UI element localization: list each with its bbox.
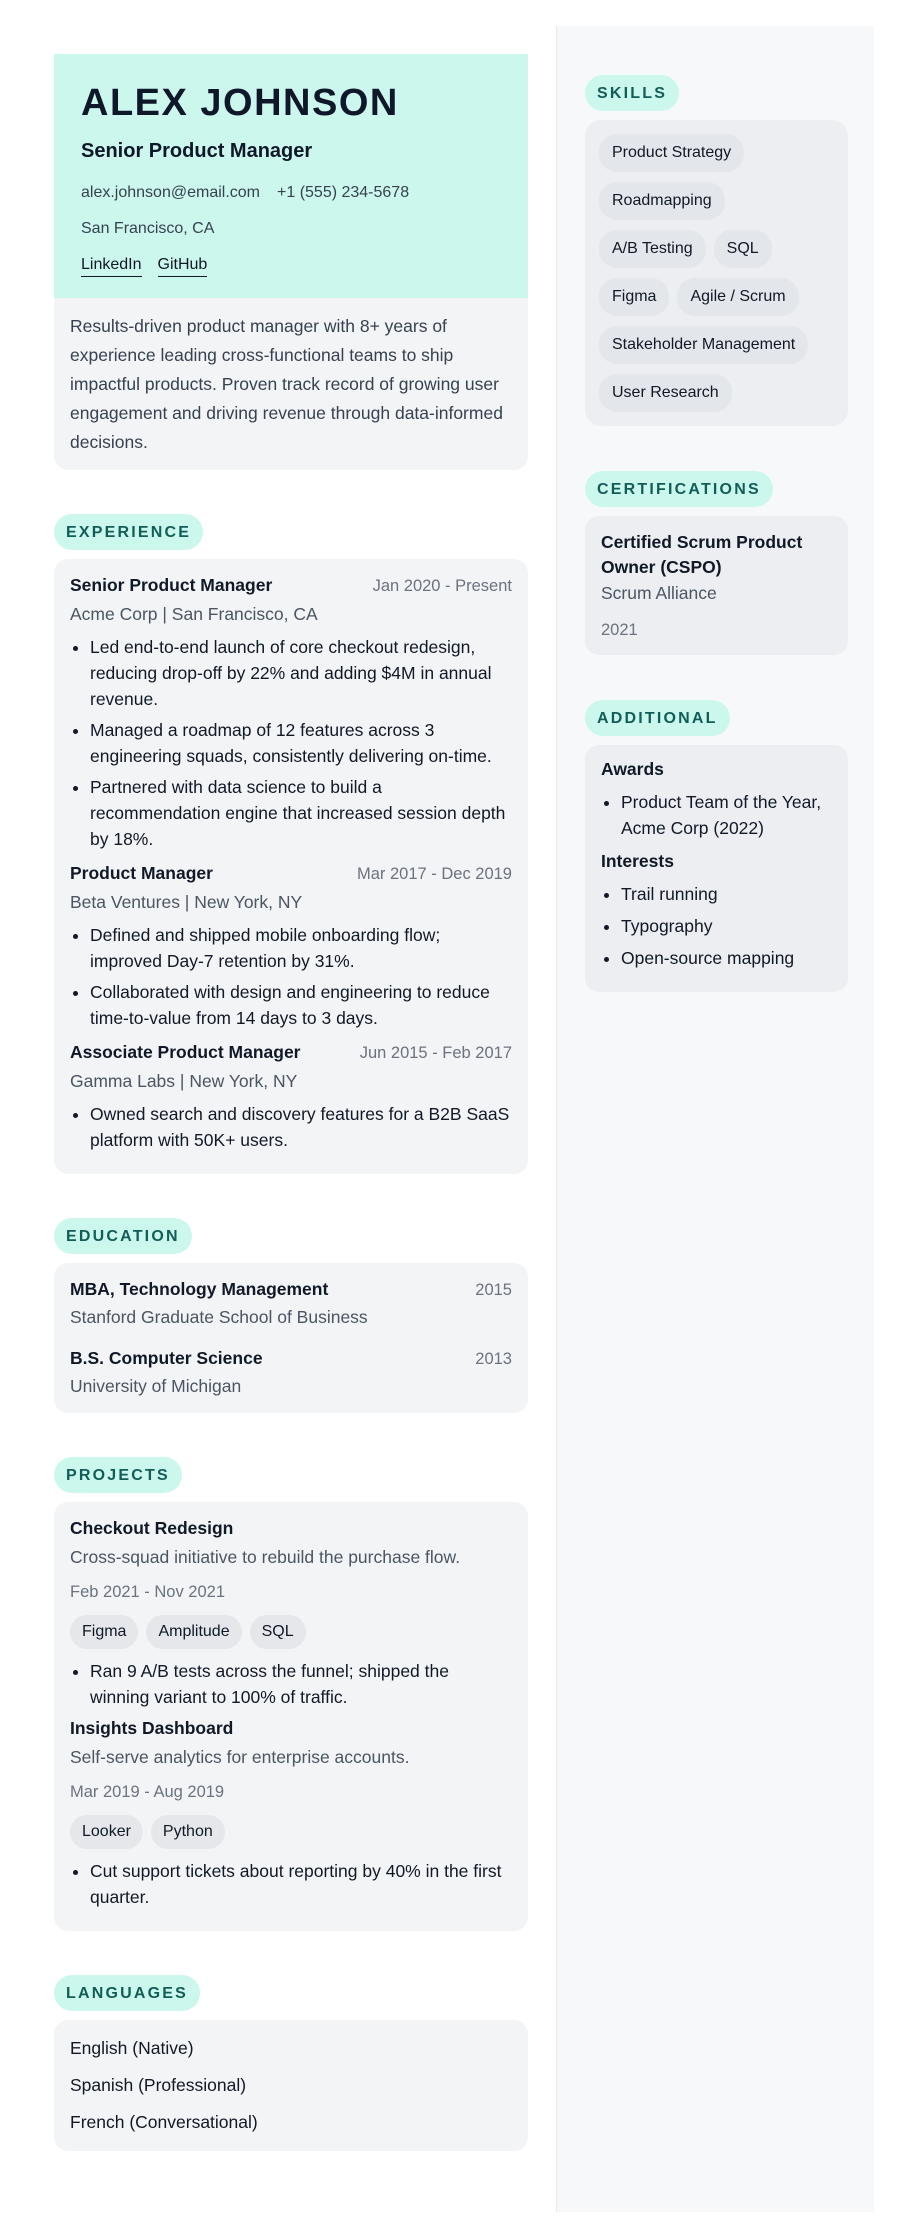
project-dates: Feb 2021 - Nov 2021 (70, 1583, 226, 1601)
skill-tags (599, 134, 834, 412)
interest-item: • Open-source mapping (621, 945, 832, 971)
email-text[interactable]: alex.johnson@email.com (81, 184, 260, 201)
skills-section (585, 75, 848, 426)
contact-row (81, 184, 501, 202)
education-heading: EDUCATION (54, 1218, 192, 1254)
job-title: Product Manager (70, 863, 213, 883)
education-section (54, 1218, 528, 1413)
project-item (70, 1518, 512, 1710)
certification-name: Certified Scrum Product Owner (CSPO) (601, 532, 803, 577)
summary-card (54, 298, 528, 470)
job-item (70, 575, 512, 852)
candidate-name: ALEX JOHNSON (81, 82, 399, 124)
skill-tag: SQL (714, 230, 772, 268)
additional-section (585, 700, 848, 992)
skill-tag: User Research (599, 374, 732, 412)
job-bullets (70, 922, 512, 1031)
project-name: Insights Dashboard (70, 1718, 234, 1738)
job-title: Senior Product Manager (70, 575, 273, 595)
experience-heading: EXPERIENCE (54, 514, 203, 550)
project-tag: Looker (70, 1815, 143, 1849)
project-bullet: • Ran 9 A/B tests across the funnel; shipped the winning variant to 100% of traffic. (90, 1658, 512, 1710)
languages-card (54, 2020, 528, 2151)
project-description: Self-serve analytics for enterprise accounts. (70, 1747, 410, 1767)
skill-tag: Agile / Scrum (677, 278, 798, 316)
interests-block (601, 851, 832, 971)
project-tags (70, 1815, 512, 1849)
certifications-heading: CERTIFICATIONS (585, 471, 773, 507)
job-bullet: • Led end-to-end launch of core checkout redesign, reducing drop-off by 22% and adding $4M in annual revenue. (90, 634, 512, 712)
project-name: Checkout Redesign (70, 1518, 234, 1538)
linkedin-link[interactable]: LinkedIn (81, 256, 142, 277)
profile-links (81, 256, 501, 277)
resume-header (54, 54, 528, 298)
projects-heading: PROJECTS (54, 1457, 182, 1493)
sidebar-column (585, 75, 848, 992)
job-title: Associate Product Manager (70, 1042, 301, 1062)
skills-card (585, 120, 848, 426)
skills-heading: SKILLS (585, 75, 679, 111)
job-bullets (70, 1101, 512, 1153)
school-name: University of Michigan (70, 1376, 242, 1396)
projects-card (54, 1502, 528, 1931)
certification-card (585, 516, 848, 655)
job-company: Gamma Labs | New York, NY (70, 1071, 298, 1091)
job-dates: Jan 2020 - Present (372, 577, 512, 595)
interest-item: • Trail running (621, 881, 832, 907)
job-company: Acme Corp | San Francisco, CA (70, 604, 318, 624)
certifications-section (585, 471, 848, 655)
skill-tag: Product Strategy (599, 134, 744, 172)
summary-text: Results-driven product manager with 8+ years of experience leading cross-functional teams to ship impactful products. Proven track record of growing user engagement and driving revenue through data-informed decisions. (70, 316, 503, 452)
job-bullet: • Partnered with data science to build a recommendation engine that increased session depth by 18%. (90, 774, 512, 852)
project-tag: Python (151, 1815, 225, 1849)
job-bullet: • Collaborated with design and engineering to reduce time-to-value from 14 days to 3 days. (90, 979, 512, 1031)
project-bullets (70, 1858, 512, 1910)
github-link[interactable]: GitHub (158, 256, 208, 277)
project-tag: SQL (250, 1615, 306, 1649)
interests-heading: Interests (601, 851, 674, 871)
job-item (70, 863, 512, 1031)
job-bullet: • Managed a roadmap of 12 features across 3 engineering squads, consistently delivering on-time. (90, 717, 512, 769)
degree-title: MBA, Technology Management (70, 1279, 329, 1299)
skill-tag: Roadmapping (599, 182, 725, 220)
project-description: Cross-squad initiative to rebuild the purchase flow. (70, 1547, 461, 1567)
phone-text[interactable]: +1 (555) 234-5678 (277, 184, 410, 201)
education-card (54, 1263, 528, 1413)
education-item (70, 1348, 512, 1397)
project-item (70, 1718, 512, 1910)
degree-year: 2015 (475, 1281, 512, 1299)
project-bullet: • Cut support tickets about reporting by 40% in the first quarter. (90, 1858, 512, 1910)
project-bullets (70, 1658, 512, 1710)
awards-heading: Awards (601, 759, 664, 779)
additional-heading: ADDITIONAL (585, 700, 730, 736)
education-item (70, 1279, 512, 1328)
main-column (54, 54, 528, 2151)
job-bullets (70, 634, 512, 852)
job-dates: Mar 2017 - Dec 2019 (356, 865, 512, 883)
degree-title: B.S. Computer Science (70, 1348, 263, 1368)
experience-section (54, 514, 528, 1174)
interests-list (601, 881, 832, 971)
school-name: Stanford Graduate School of Business (70, 1307, 368, 1327)
job-dates: Jun 2015 - Feb 2017 (359, 1044, 512, 1062)
degree-year: 2013 (475, 1350, 512, 1368)
awards-list (601, 789, 832, 841)
location-text: San Francisco, CA (81, 220, 215, 237)
languages-heading: LANGUAGES (54, 1975, 200, 2011)
skill-tag: Figma (599, 278, 669, 316)
project-tag: Amplitude (146, 1615, 241, 1649)
award-item: • Product Team of the Year, Acme Corp (2022) (621, 789, 832, 841)
job-bullet: • Defined and shipped mobile onboarding flow; improved Day-7 retention by 31%. (90, 922, 512, 974)
job-bullet: • Owned search and discovery features for a B2B SaaS platform with 50K+ users. (90, 1101, 512, 1153)
certification-year: 2021 (601, 621, 638, 639)
interest-item: • Typography (621, 913, 832, 939)
additional-card (585, 745, 848, 992)
languages-section (54, 1975, 528, 2151)
skill-tag: Stakeholder Management (599, 326, 808, 364)
language-item: French (Conversational) (70, 2112, 258, 2132)
experience-card (54, 559, 528, 1174)
project-tag: Figma (70, 1615, 138, 1649)
project-tags (70, 1615, 512, 1649)
certification-issuer: Scrum Alliance (601, 583, 717, 603)
candidate-title: Senior Product Manager (81, 140, 313, 162)
skill-tag: A/B Testing (599, 230, 706, 268)
job-item (70, 1042, 512, 1153)
job-company: Beta Ventures | New York, NY (70, 892, 303, 912)
language-item: Spanish (Professional) (70, 2075, 247, 2095)
projects-section (54, 1457, 528, 1931)
language-item: English (Native) (70, 2038, 194, 2058)
awards-block (601, 759, 832, 841)
project-dates: Mar 2019 - Aug 2019 (70, 1783, 225, 1801)
